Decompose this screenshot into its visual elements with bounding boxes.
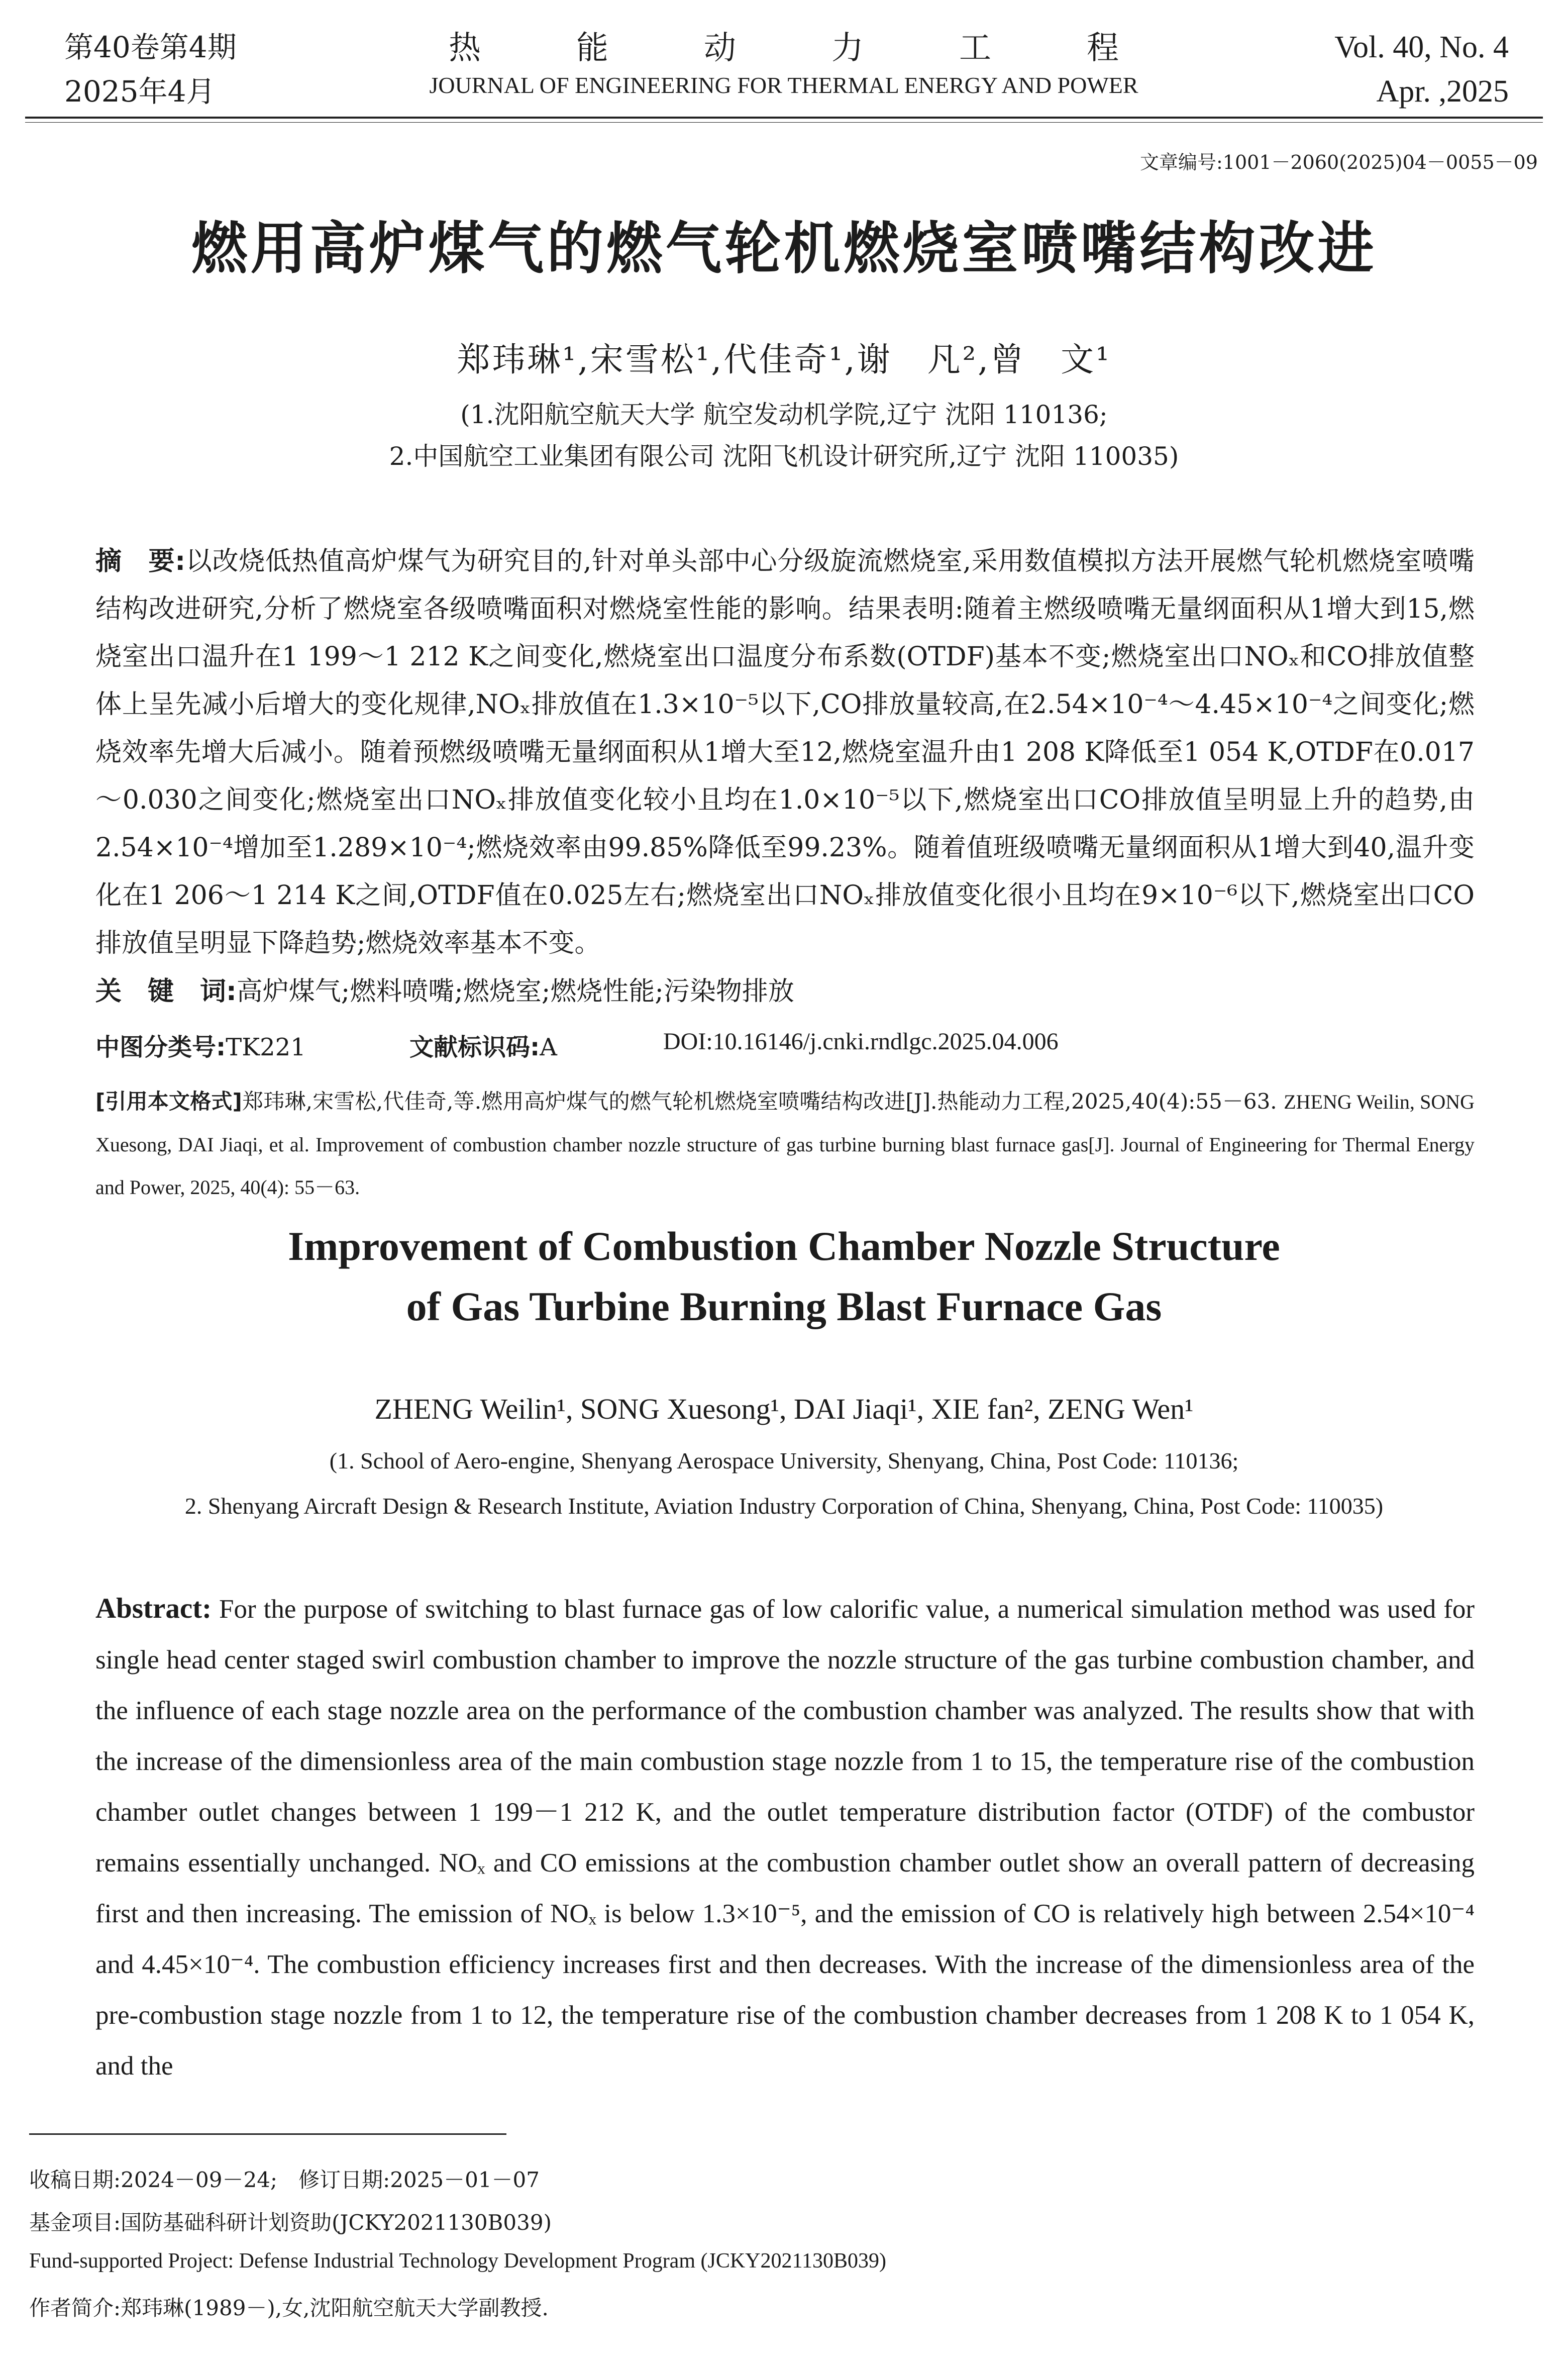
citation-label: [引用本文格式]: [95, 1089, 242, 1114]
header-journal: [301, 25, 1266, 100]
abstract-en-label: Abstract:: [95, 1593, 212, 1624]
abstract-cn-text: 以改烧低热值高炉煤气为研究目的,针对单头部中心分级旋流燃烧室,采用数值模拟方法开展燃气轮机燃烧室喷嘴结构改进研究,分析了燃烧室各级喷嘴面积对燃烧室性能的影响。结果表明:随着主燃级喷嘴无量纲面积从1增大到15,燃烧室出口温升在1 199～1 212 K之间变化,燃烧室出口温度分布系数(OTDF)基本不变;燃烧室出口NOₓ和CO排放值整体上呈先减小后增大的变化规律,NOₓ排放值在1.3×10⁻⁵以下,CO排放量较高,在2.54×10⁻⁴～4.45×10⁻⁴之间变化;燃烧效率先增大后减小。随着预燃级喷嘴无量纲面积从1增大至12,燃烧室温升由1 208 K降低至1 054 K,OTDF在0.017～0.030之间变化;燃烧室出口NOₓ排放值变化较小且均在1.0×10⁻⁵以下,燃烧室出口CO排放值呈明显上升的趋势,由2.54×10⁻⁴增加至1.289×10⁻⁴;燃烧效率由99.85%降低至99.23%。随着值班级喷嘴无量纲面积从1增大到40,温升变化在1 206～1 214 K之间,OTDF值在0.025左右;燃烧室出口NOₓ排放值变化很小且均在9×10⁻⁶以下,燃烧室出口CO排放值呈明显下降趋势;燃烧效率基本不变。: [95, 546, 1475, 958]
authors-cn: 郑玮琳¹,宋雪松¹,代佳奇¹,谢 凡²,曾 文¹: [457, 340, 1111, 379]
journal-name-en: JOURNAL OF ENGINEERING FOR THERMAL ENERGY AND POWER: [429, 72, 1138, 98]
abstract-cn: [95, 538, 1475, 967]
title-cn: 燃用高炉煤气的燃气轮机燃烧室喷嘴结构改进: [191, 216, 1377, 281]
abstract-en-text: For the purpose of switching to blast furnace gas of low calorific value, a numerical simulation method was used for single head center staged swirl combustion chamber to improve the nozzle structure of the gas turbine combustion chamber, and the influence of each stage nozzle area on the performance of the combustion chamber was analyzed. The results show that with the increase of the dimensionless area of the main combustion stage nozzle from 1 to 15, the temperature rise of the combustion chamber outlet changes between 1 199－1 212 K, and the outlet temperature distribution factor (OTDF) of the combustor remains essentially unchanged. NOₓ and CO emissions at the combustion chamber outlet show an overall pattern of decreasing first and then increasing. The emission of NOₓ is below 1.3×10⁻⁵, and the emission of CO is relatively high between 2.54×10⁻⁴ and 4.45×10⁻⁴. The combustion efficiency increases first and then decreases. With the increase of the dimensionless area of the pre-combustion stage nozzle from 1 to 12, the temperature rise of the combustion chamber decreases from 1 208 K to 1 054 K, and the: [95, 1595, 1475, 2081]
title-en: Improvement of Combustion Chamber Nozzle Structure of Gas Turbine Burning Blast Furnace Gas: [288, 1223, 1280, 1329]
footnote-author-bio: 作者简介:郑玮琳(1989－),女,沈阳航空航天大学副教授.: [29, 2296, 549, 2320]
header-vol-date: Vol. 40, No. 4 Apr. ,2025: [1334, 30, 1509, 109]
header-rule-thin: [25, 122, 1543, 123]
footnote-received: 收稿日期:2024－09－24; 修订日期:2025－01－07: [29, 2168, 540, 2192]
citation-cn: 郑玮琳,宋雪松,代佳奇,等.燃用高炉煤气的燃气轮机燃烧室喷嘴结构改进[J].热能动力工程,2025,40(4):55－63.: [242, 1089, 1277, 1114]
citation-en: ZHENG Weilin, SONG Xuesong, DAI Jiaqi, et al. Improvement of combustion chamber nozzle structure of gas turbine burning blast furnace gas[J]. Journal of Engineering for Thermal Energy and Power, 2025, 40(4): 55－63.: [95, 1091, 1475, 1199]
journal-name-cn: 热能动力工程: [449, 30, 1214, 67]
affiliation-en-1: (1. School of Aero-engine, Shenyang Aerospace University, Shenyang, China, Post Code: 110136;: [329, 1448, 1239, 1473]
header-volume-issue: 第40卷第4期 2025年4月: [64, 30, 237, 109]
footnote-fund-cn: 基金项目:国防基础科研计划资助(JCKY2021130B039): [29, 2210, 552, 2235]
affiliation-cn-1: (1.沈阳航空航天大学 航空发动机学院,辽宁 沈阳 110136;: [460, 400, 1108, 429]
document-code: 文献标识码:A: [409, 1033, 557, 1061]
citation-block: [95, 1080, 1475, 1209]
keywords-cn: [95, 970, 794, 1008]
authors-en: ZHENG Weilin¹, SONG Xuesong¹, DAI Jiaqi¹, XIE fan², ZENG Wen¹: [374, 1393, 1194, 1425]
abstract-cn-label: 摘 要:: [95, 546, 186, 576]
doi: DOI:10.16146/j.cnki.rndlgc.2025.04.006: [663, 1028, 1059, 1055]
footnote-fund-en: Fund-supported Project: Defense Industrial Technology Development Program (JCKY2021130B039): [29, 2249, 886, 2273]
abstract-en: [95, 1583, 1475, 2092]
affiliation-cn-2: 2.中国航空工业集团有限公司 沈阳飞机设计研究所,辽宁 沈阳 110035): [389, 442, 1179, 471]
clc-number: 中图分类号:TK221: [95, 1033, 306, 1061]
affiliation-en-2: 2. Shenyang Aircraft Design & Research Institute, Aviation Industry Corporation of China, Shenyang, China, Post Code: 110035): [184, 1493, 1384, 1519]
header-rule: [25, 117, 1543, 119]
article-number: 文章编号:1001－2060(2025)04－0055－09: [1140, 151, 1538, 173]
keywords-text: 高炉煤气;燃料喷嘴;燃烧室;燃烧性能;污染物排放: [236, 976, 794, 1007]
footnote-rule: [29, 2133, 506, 2135]
keywords-label: 关 键 词:: [95, 976, 237, 1007]
